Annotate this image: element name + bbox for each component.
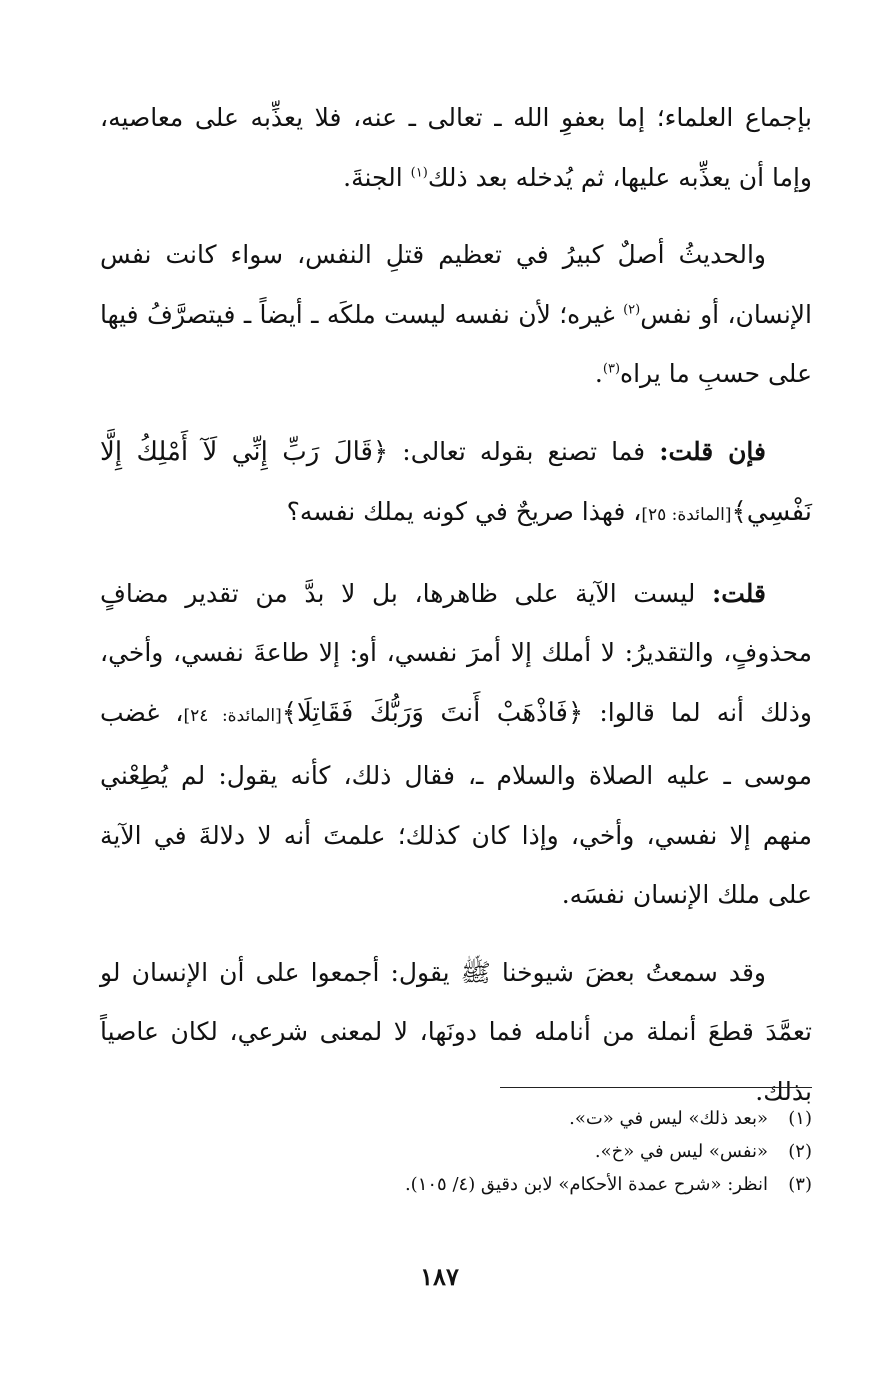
paragraph-3-text-a: فما تصنع بقوله تعالى: xyxy=(388,436,660,466)
footnote-text: «بعد ذلك» ليس في «ت». xyxy=(569,1108,768,1129)
paragraph-2 xyxy=(100,225,812,404)
footnote-2 xyxy=(100,1135,812,1168)
footnote-number: (١) xyxy=(788,1108,812,1129)
footnote-ref-2[interactable]: (٢) xyxy=(623,302,641,318)
footnote-ref-3[interactable]: (٣) xyxy=(602,361,621,377)
paragraph-4-text-a: ليست الآية على ظاهرها، بل لا بدَّ من تقدير مضافٍ محذوفٍ، والتقديرُ: لا أملك إلا أمرَ نفسي، أو: إلا طاعةَ نفسي، وأخي، وذلك أنه لما قالوا: xyxy=(100,578,812,727)
footnote-ref-1[interactable]: (١) xyxy=(410,165,428,181)
paragraph-1-end: الجنةَ. xyxy=(343,162,411,192)
footnote-number: (٢) xyxy=(788,1141,812,1162)
footnote-1 xyxy=(100,1102,812,1135)
paragraph-4-text-b: ، غضب موسى ـ عليه الصلاة والسلام ـ، فقال ذلك، كأنه يقول: لم يُطِعْني منهم إلا نفسي، وأخي، وإذا كان كذلك؛ علمتَ أنه لا دلالةَ في الآية على ملك الإنسان نفسَه. xyxy=(100,697,812,909)
paragraph-5-text: وقد سمعتُ بعضَ شيوخنا ﷺ يقول: أجمعوا على أن الإنسان لو تعمَّدَ قطعَ أنملة من أنامله فما دونَها، لا لمعنى شرعي، لكان عاصياً بذلك. xyxy=(100,957,812,1106)
footnote-divider xyxy=(500,1087,812,1088)
paragraph-1 xyxy=(100,88,812,207)
footnote-number: (٣) xyxy=(788,1174,812,1195)
footnote-text: انظر: «شرح عمدة الأحكام» لابن دقيق (٤/ ١٠٥). xyxy=(404,1174,768,1195)
question-lead: فإن قلت: xyxy=(659,436,766,466)
footnote-text: «نفس» ليس في «خ». xyxy=(594,1141,768,1162)
verse-reference-2: [المائدة: ٢٤] xyxy=(183,705,282,726)
paragraph-3-text-b: ، فهذا صريحٌ في كونه يملك نفسه؟ xyxy=(286,497,642,526)
page-number: ١٨٧ xyxy=(420,1262,459,1291)
paragraph-1-text: بإجماع العلماء؛ إما بعفوِ الله ـ تعالى ـ عنه، فلا يعذِّبه على معاصيه، وإما أن يعذِّبه عليها، ثم يُدخله بعد ذلك xyxy=(100,103,812,192)
quran-verse-1: ﴿قَالَ رَبِّ إِنِّي لَآ أَمْلِكُ إِلَّا نَفْسِي﴾ xyxy=(100,436,812,527)
paragraph-2-text-a: والحديثُ أصلٌ كبيرُ في تعظيم قتلِ النفس، سواء كانت نفس الإنسان، أو نفس xyxy=(100,240,812,329)
verse-reference-1: [المائدة: ٢٥] xyxy=(641,505,732,525)
quran-verse-2: ﴿فَاذْهَبْ أَنتَ وَرَبُّكَ فَقَاتِلَا﴾ xyxy=(281,697,584,728)
footnotes-section xyxy=(100,1087,812,1201)
paragraph-4 xyxy=(100,564,812,925)
answer-lead: قلت: xyxy=(711,578,766,608)
paragraph-2-text-b: غيره؛ لأن نفسه ليست ملكَه ـ أيضاً ـ فيتصرَّفُ فيها على حسبِ ما يراه xyxy=(100,299,812,388)
paragraph-2-end: . xyxy=(594,359,603,388)
footnote-3 xyxy=(100,1168,812,1201)
paragraph-3 xyxy=(100,422,812,546)
page-body xyxy=(100,88,812,1139)
